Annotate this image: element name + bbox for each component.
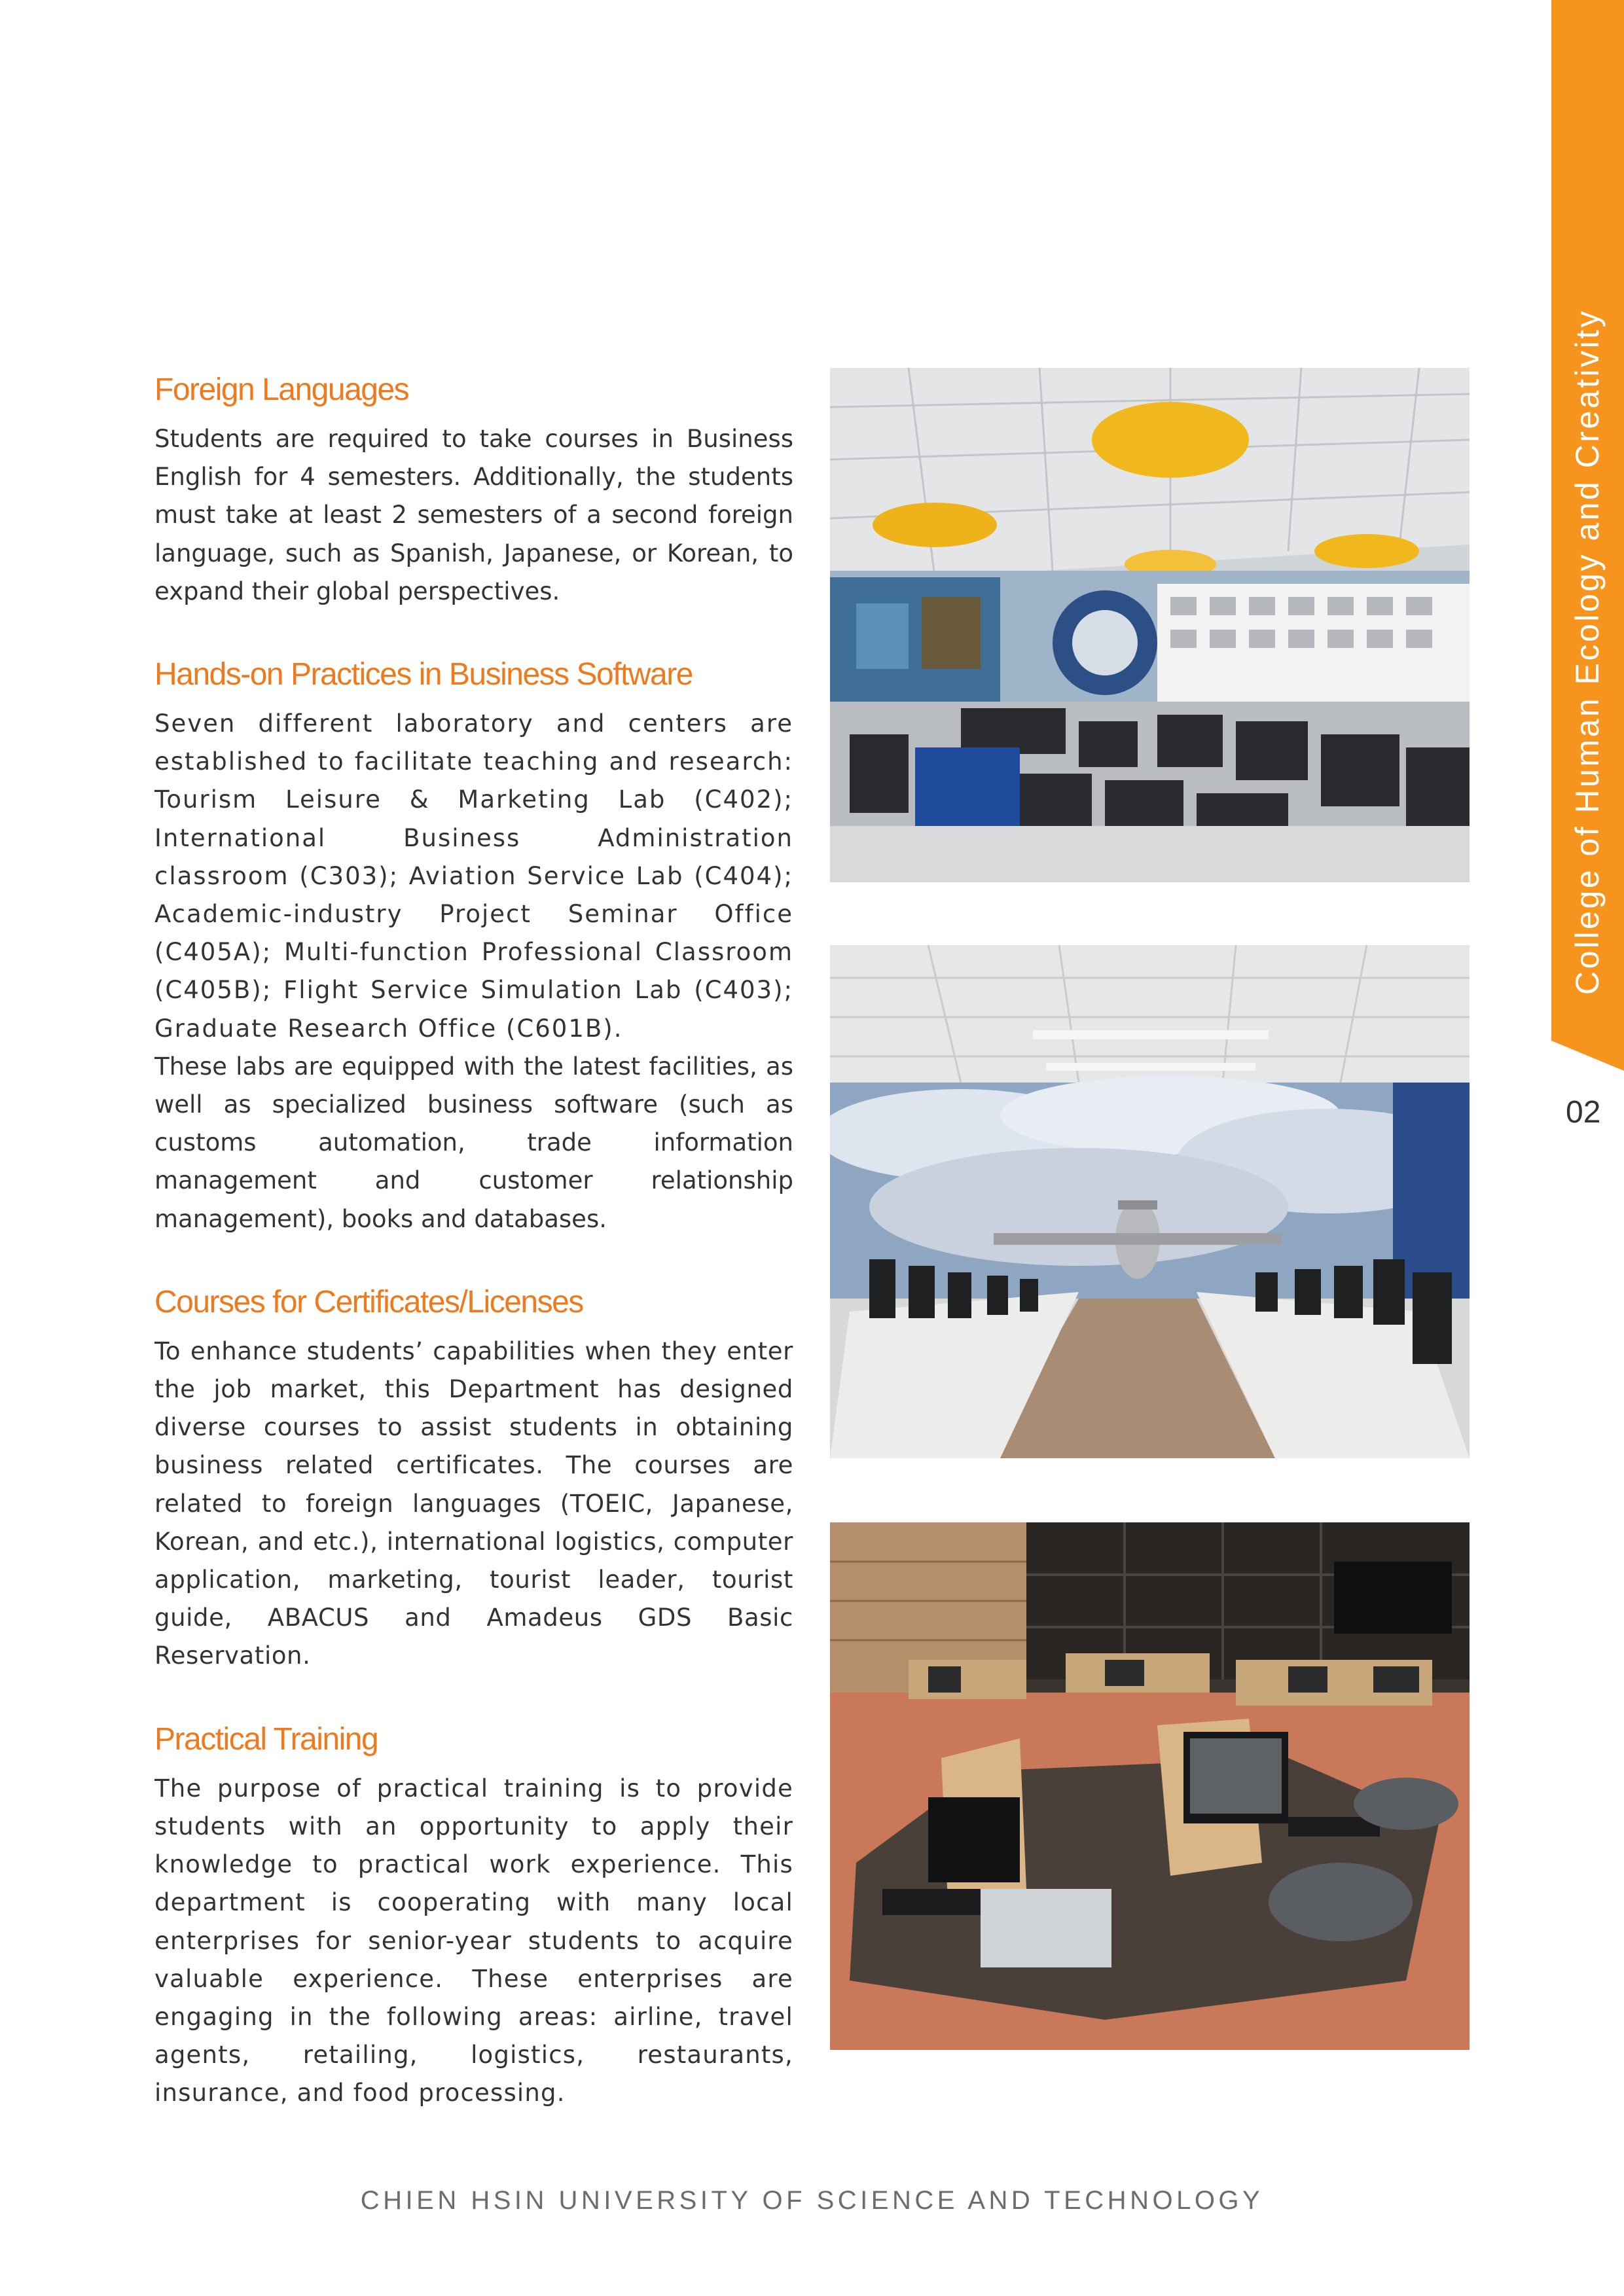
section-practical-training bbox=[154, 1713, 793, 2113]
section-certificates bbox=[154, 1276, 793, 1676]
section-heading: Foreign Languages bbox=[154, 372, 409, 407]
section-foreign-languages bbox=[154, 364, 793, 611]
section-heading: Courses for Certificates/Licenses bbox=[154, 1284, 583, 1319]
section-paragraph: The purpose of practical training is to provide students with an opportunity to apply their knowledge to practical work experience. This department is cooperating with many local enterprises for senior-year students to acquire valuable experience. These enterprises are engaging in the following areas: airline, travel agents, retailing, logistics, restaurants, insurance, and food processing. bbox=[154, 1774, 793, 2108]
aviation-lab-photo bbox=[830, 945, 1470, 1458]
section-paragraph: Seven different laboratory and centers are established to facilitate teaching and research: Tourism Leisure & Marketing Lab (C402); International Business Administration classroom (C303); Aviation Service Lab (C404); Academic-industry Project Seminar Office (C405A); Multi-function Professional Classroom (C405B); Flight Service Simulation Lab (C403); Graduate Research Office (C601B). bbox=[154, 709, 793, 1043]
section-paragraph: These labs are equipped with the latest facilities, as well as specialized business software (such as customs automation, trade information management and customer relationship management), books and databases. bbox=[154, 1052, 793, 1233]
page-number: 02 bbox=[1566, 1095, 1601, 1130]
main-text-column bbox=[154, 364, 793, 2113]
footer-university-name: CHIEN HSIN UNIVERSITY OF SCIENCE AND TECHNOLOGY bbox=[360, 2186, 1264, 2215]
side-tab-label: College of Human Ecology and Creativity bbox=[1569, 308, 1606, 995]
business-classroom-photo bbox=[830, 1522, 1470, 2050]
section-paragraph: Students are required to take courses in Business English for 4 semesters. Additionally, the students must take at least 2 semesters of a second foreign language, such as Spanish, Japanese, or Korean, to expand their global perspectives. bbox=[154, 425, 793, 605]
section-heading: Hands-on Practices in Business Software bbox=[154, 657, 693, 692]
computer-lab-photo bbox=[830, 368, 1470, 882]
section-heading: Practical Training bbox=[154, 1721, 378, 1757]
section-business-software bbox=[154, 649, 793, 1238]
section-paragraph: To enhance students’ capabilities when they enter the job market, this Department has designed diverse courses to assist students in obtaining business related certificates. The courses are related to foreign languages (TOEIC, Japanese, Korean, and etc.), international logistics, computer application, marketing, tourist leader, tourist guide, ABACUS and Amadeus GDS Basic Reservation. bbox=[154, 1336, 793, 1670]
